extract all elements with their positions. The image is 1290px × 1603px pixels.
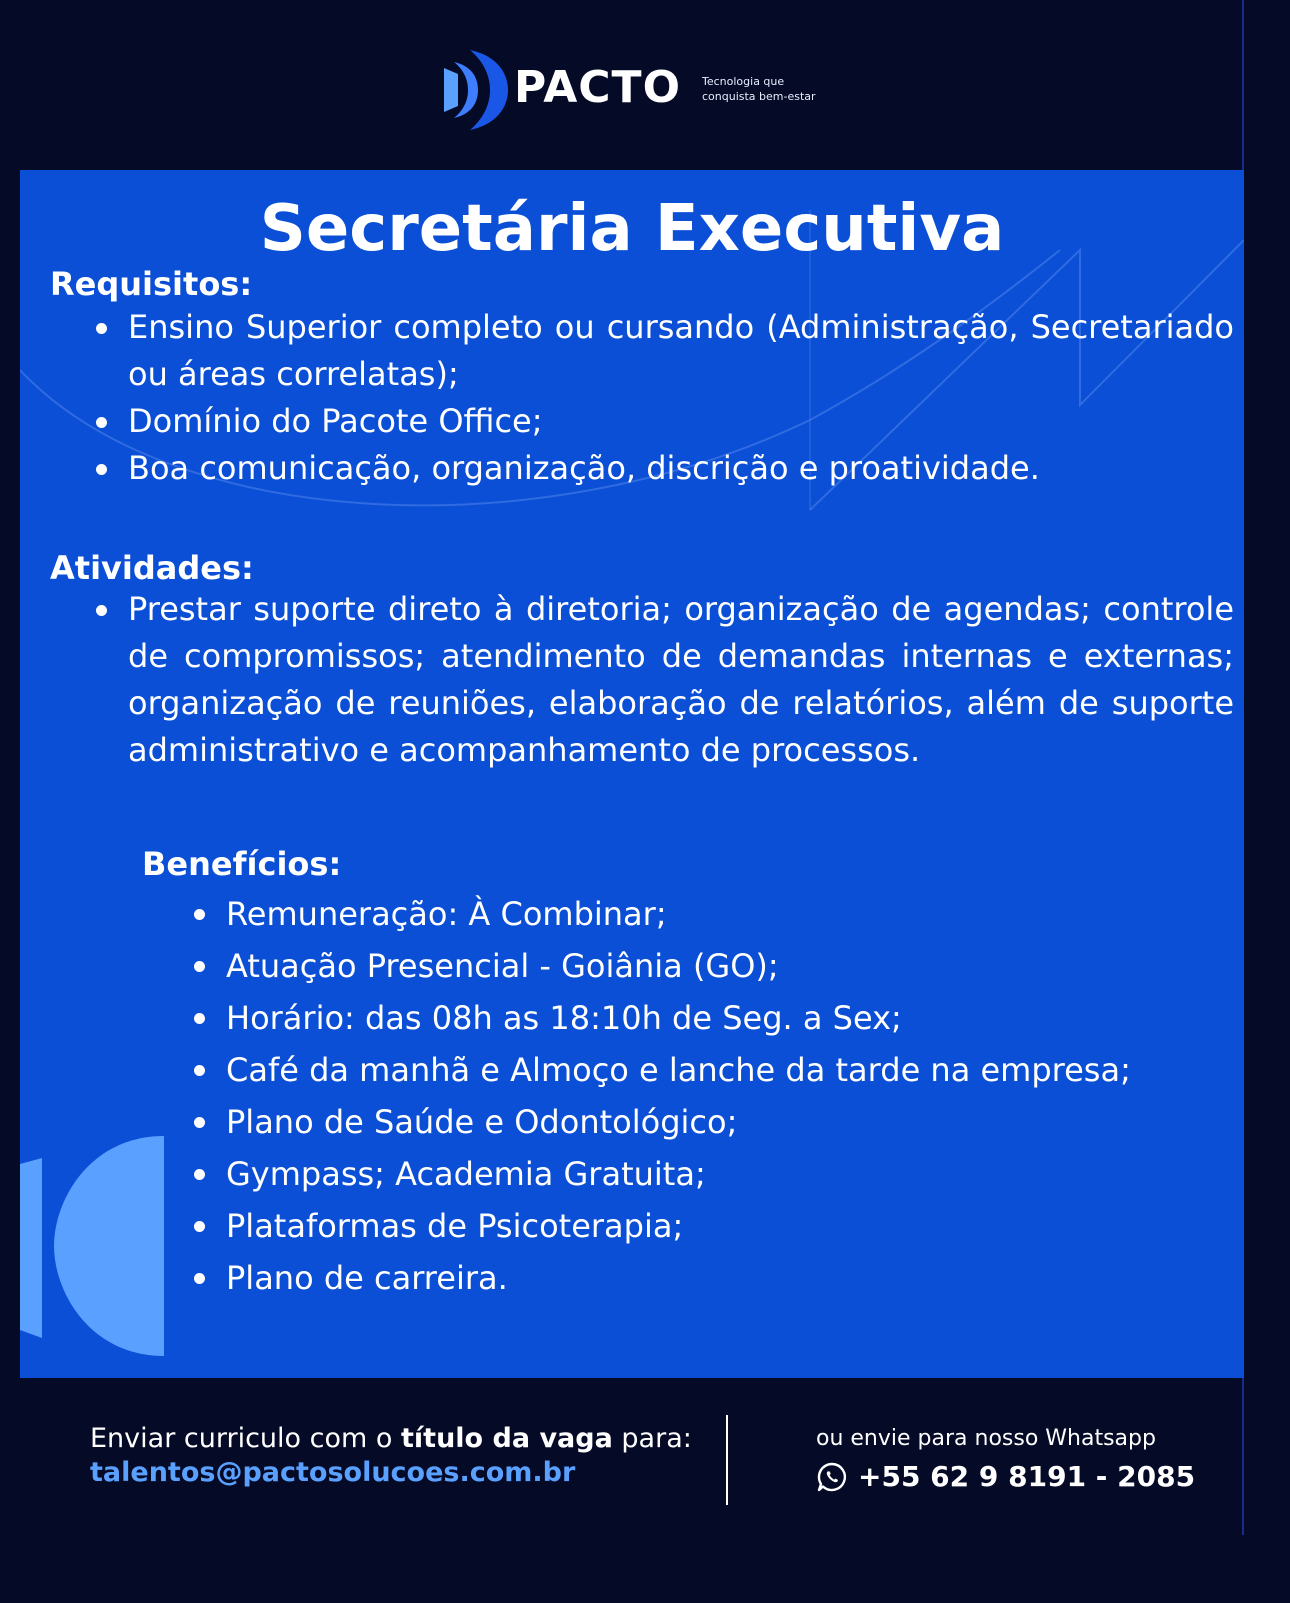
list-item: Domínio do Pacote Office; <box>92 398 1234 445</box>
whatsapp-label: ou envie para nosso Whatsapp <box>816 1426 1156 1451</box>
brand-name: PACTO <box>514 62 681 113</box>
list-item: Gympass; Academia Gratuita; <box>190 1148 1150 1200</box>
beneficios-heading: Benefícios: <box>142 845 342 883</box>
email-link[interactable]: talentos@pactosolucoes.com.br <box>90 1457 576 1488</box>
requisitos-heading: Requisitos: <box>50 265 253 303</box>
atividades-list <box>92 586 1234 774</box>
list-item: Ensino Superior completo ou cursando (Administração, Secretariado ou áreas correlatas); <box>92 304 1234 398</box>
atividades-heading: Atividades: <box>50 549 254 587</box>
tagline-line-2: conquista bem-estar <box>702 90 816 103</box>
phone-number: +55 62 9 8191 - 2085 <box>858 1460 1196 1493</box>
list-item: Plano de carreira. <box>190 1252 1150 1304</box>
whatsapp-icon <box>816 1461 848 1493</box>
brand-tagline <box>702 74 852 104</box>
send-suffix: para: <box>621 1423 692 1454</box>
send-instruction-line <box>90 1422 692 1456</box>
job-panel <box>20 170 1244 1378</box>
send-prefix: Enviar curriculo com o <box>90 1423 393 1454</box>
footer-divider <box>726 1415 728 1505</box>
requisitos-list <box>92 304 1234 492</box>
list-item: Remuneração: À Combinar; <box>190 888 1150 940</box>
list-item: Prestar suporte direto à diretoria; organização de agendas; controle de compromissos; atendimento de demandas internas e externas; organização de reuniões, elaboração de relatórios, além de suporte administrativo e acompanhamento de processos. <box>92 586 1234 774</box>
list-item: Plataformas de Psicoterapia; <box>190 1200 1150 1252</box>
tagline-line-1: Tecnologia que <box>702 75 785 88</box>
phone-row[interactable] <box>816 1460 1195 1494</box>
list-item: Horário: das 08h as 18:10h de Seg. a Sex; <box>190 992 1150 1044</box>
beneficios-list <box>190 888 1150 1304</box>
list-item: Plano de Saúde e Odontológico; <box>190 1096 1150 1148</box>
job-title: Secretária Executiva <box>259 192 1005 266</box>
list-item: Atuação Presencial - Goiânia (GO); <box>190 940 1150 992</box>
list-item: Boa comunicação, organização, discrição e proatividade. <box>92 445 1234 492</box>
footer-send-instructions <box>90 1422 692 1490</box>
list-item: Café da manhã e Almoço e lanche da tarde na empresa; <box>190 1044 1150 1096</box>
pacto-logo-icon <box>444 48 508 132</box>
send-strong: título da vaga <box>401 1423 613 1454</box>
footer-whatsapp <box>816 1424 1195 1494</box>
